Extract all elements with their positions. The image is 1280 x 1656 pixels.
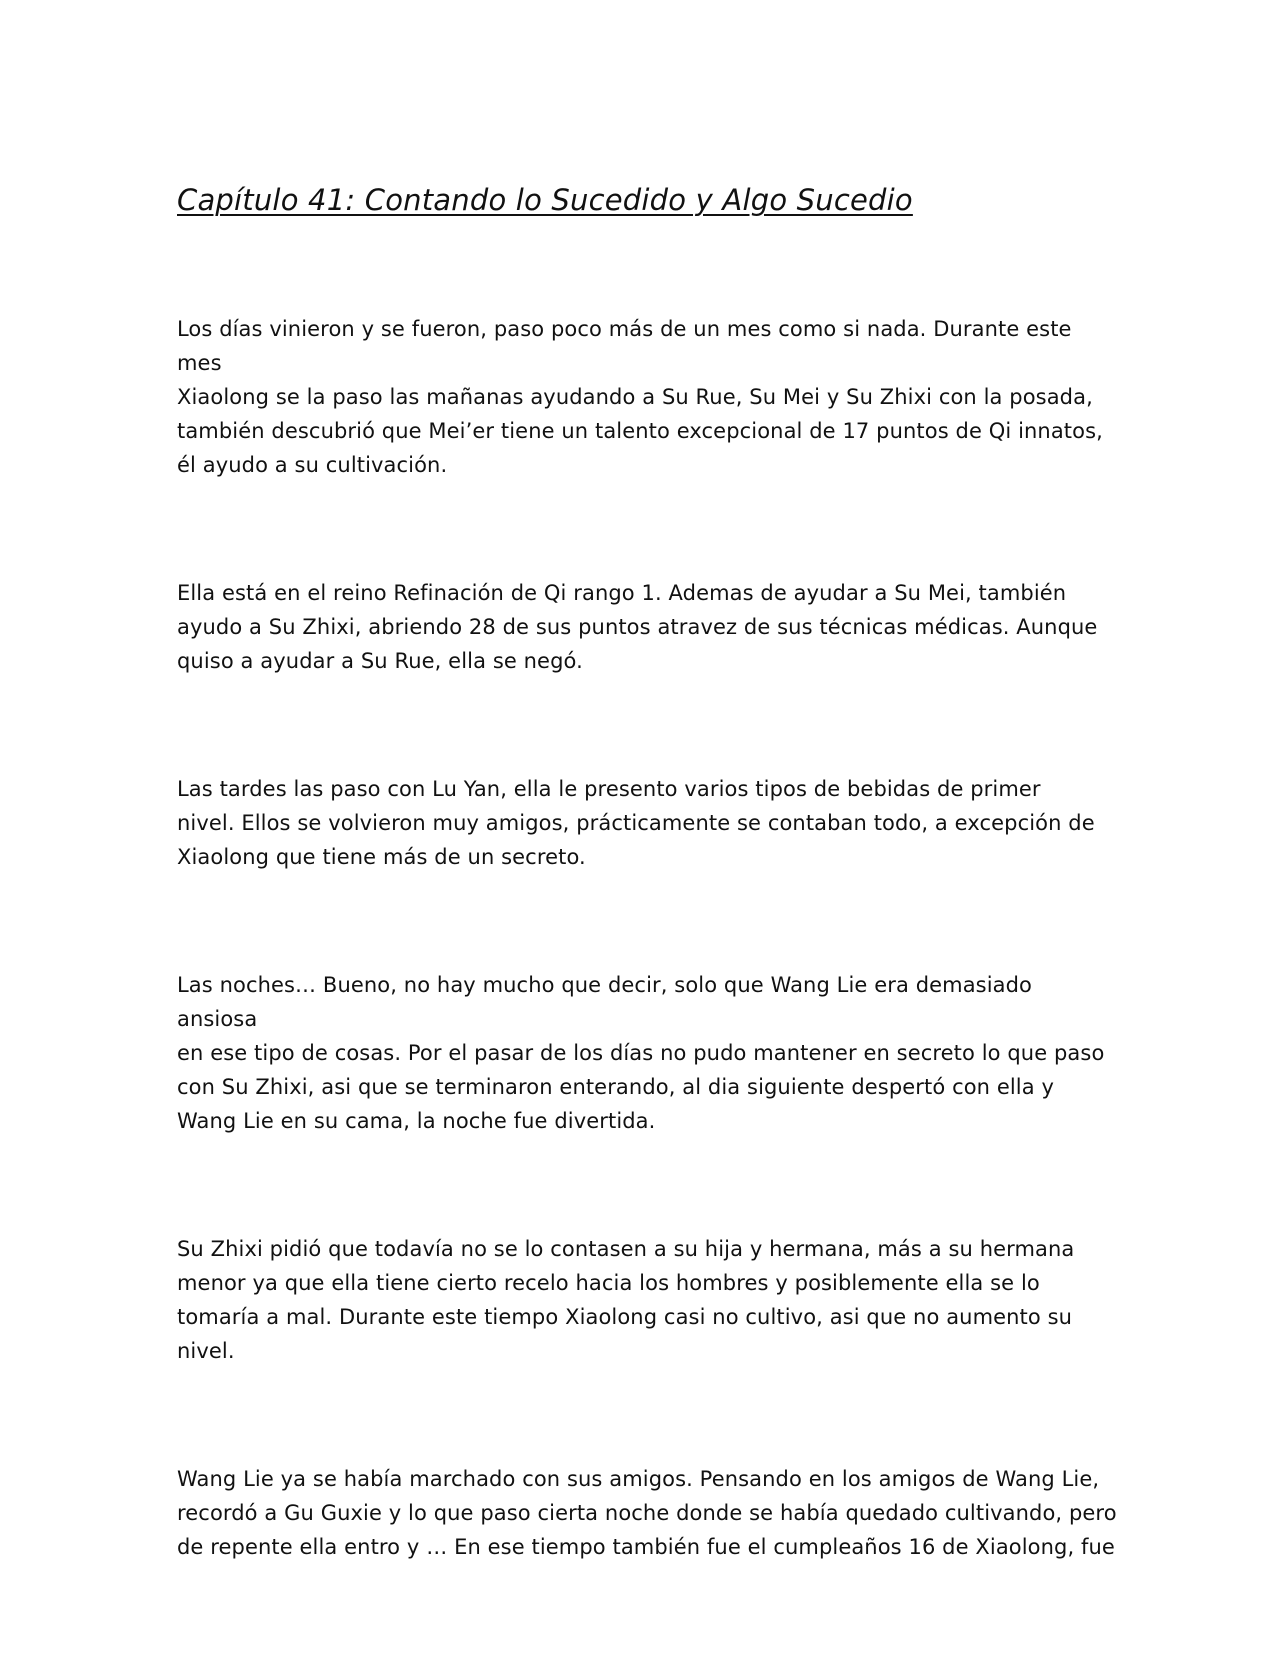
paragraph-1: Los días vinieron y se fueron, paso poco más de un mes como si nada. Durante este mes Xiaolong se la paso las mañanas ayudando a Su Rue, Su Mei y Su Zhixi con la posada, también descubrió que Mei’er tiene un talento excepcional de 17 puntos de Qi innatos, él ayudo a su cultivación. bbox=[177, 317, 1103, 477]
document-body bbox=[177, 178, 1117, 1564]
paragraph-6: Wang Lie ya se había marchado con sus amigos. Pensando en los amigos de Wang Lie, recordó a Gu Guxie y lo que paso cierta noche donde se había quedado cultivando, pero de repente ella entro y … En ese tiempo también fue el cumpleaños 16 de Xiaolong, fue bbox=[177, 1467, 1117, 1559]
chapter-title: Capítulo 41: Contando lo Sucedido y Algo Sucedio bbox=[177, 183, 913, 217]
paragraph-4: Las noches… Bueno, no hay mucho que decir, solo que Wang Lie era demasiado ansiosa en ese tipo de cosas. Por el pasar de los días no pudo mantener en secreto lo que paso con Su Zhixi, asi que se terminaron enterando, al dia siguiente despertó con ella y Wang Lie en su cama, la noche fue divertida. bbox=[177, 973, 1105, 1133]
paragraph-2: Ella está en el reino Refinación de Qi rango 1. Ademas de ayudar a Su Mei, también ayudo a Su Zhixi, abriendo 28 de sus puntos atravez de sus técnicas médicas. Aunque quiso a ayudar a Su Rue, ella se negó. bbox=[177, 581, 1098, 673]
paragraph-5: Su Zhixi pidió que todavía no se lo contasen a su hija y hermana, más a su hermana menor ya que ella tiene cierto recelo hacia los hombres y posiblemente ella se lo tomaría a mal. Durante este tiempo Xiaolong casi no cultivo, asi que no aumento su nivel. bbox=[177, 1237, 1075, 1363]
paragraph-3: Las tardes las paso con Lu Yan, ella le presento varios tipos de bebidas de primer nivel. Ellos se volvieron muy amigos, prácticamente se contaban todo, a excepción de Xiaolong que tiene más de un secreto. bbox=[177, 777, 1095, 869]
